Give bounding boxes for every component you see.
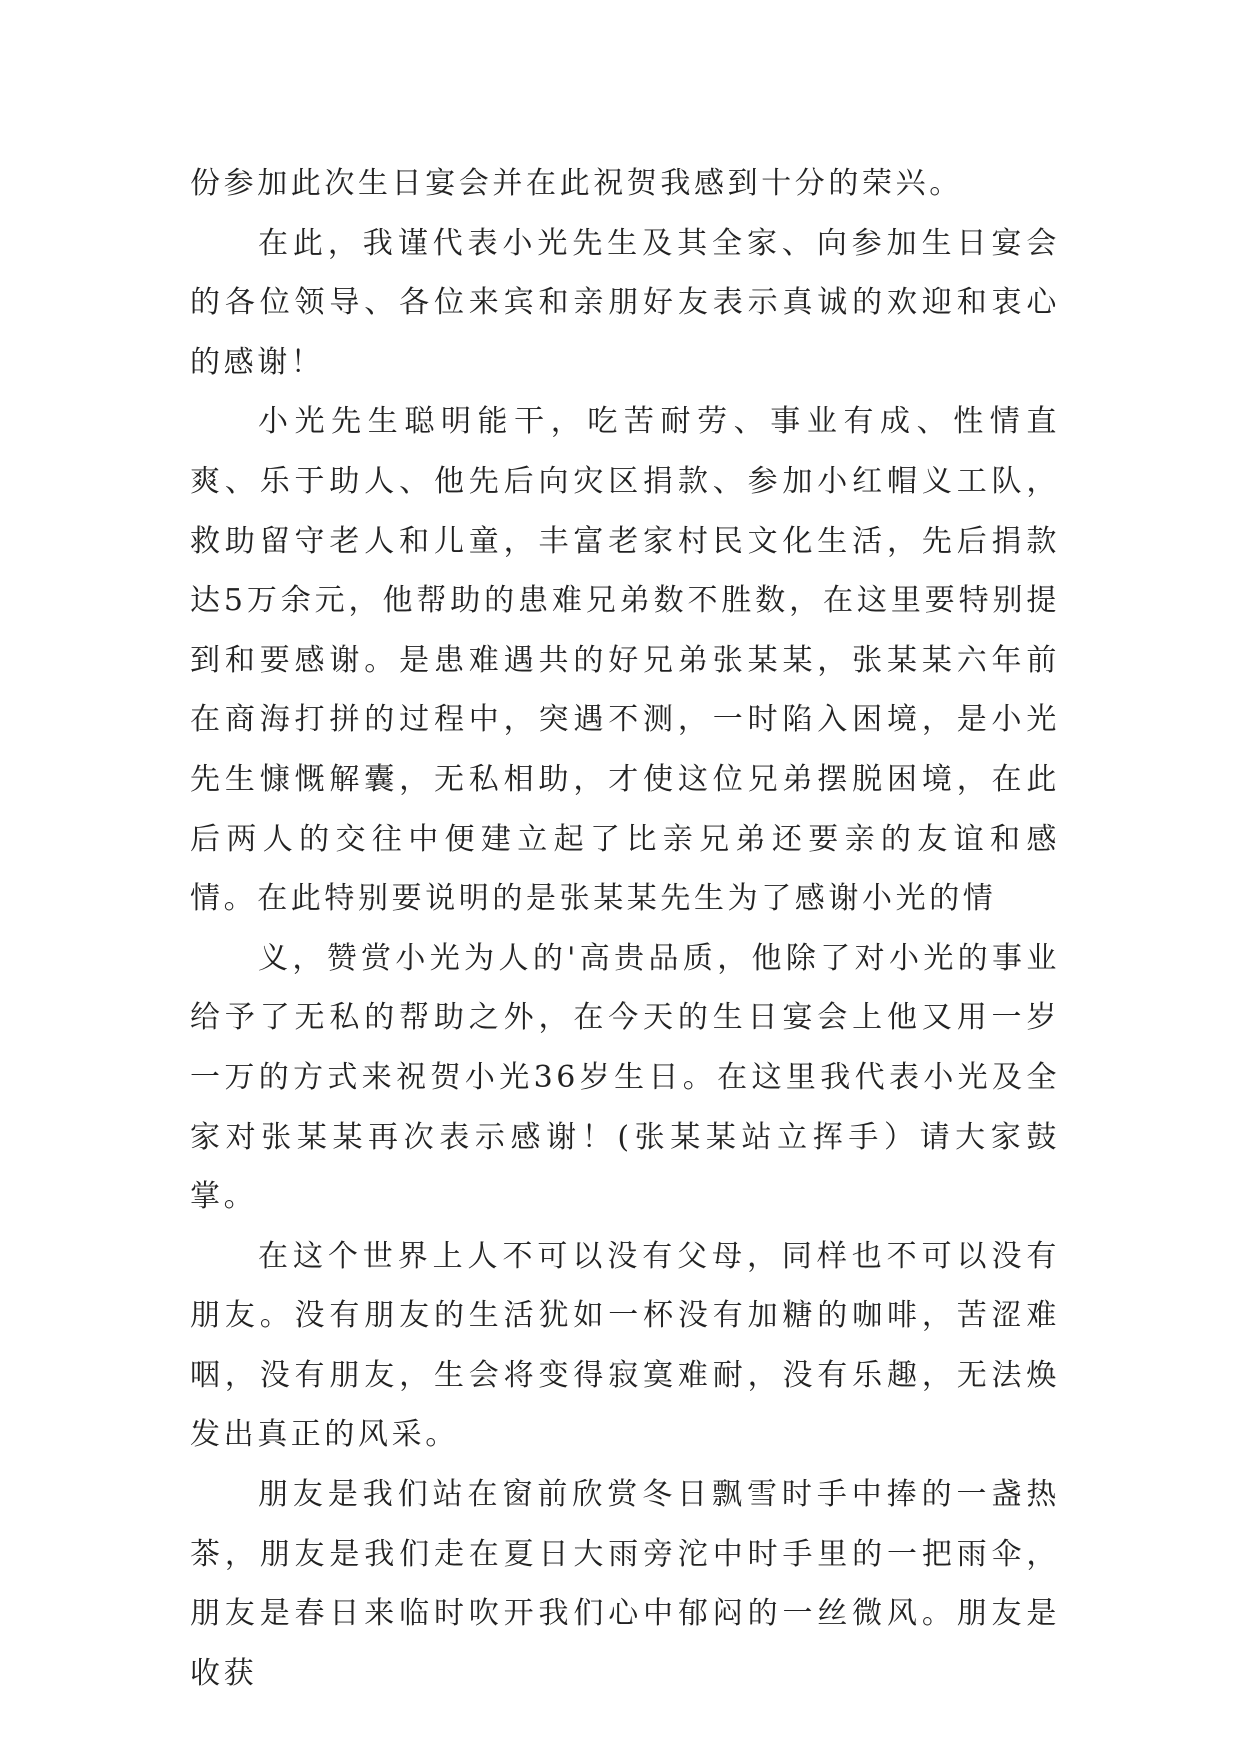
paragraph-2: 在此，我谨代表小光先生及其全家、向参加生日宴会的各位领导、各位来宾和亲朋好友表示真诚的欢迎和衷心的感谢！ (190, 225, 1060, 380)
paragraph-3: 小光先生聪明能干，吃苦耐劳、事业有成、性情直爽、乐于助人、他先后向灾区捐款、参加小红帽义工队，救助留守老人和儿童，丰富老家村民文化生活，先后捐款达5万余元，他帮助的患难兄弟数不胜数，在这里要特别提到和要感谢。是患难遇共的好兄弟张某某，张某某六年前在商海打拼的过程中，突遇不测，一时陷入困境，是小光先生慷慨解囊，无私相助，才使这位兄弟摆脱困境，在此后两人的交往中便建立起了比亲兄弟还要亲的友谊和感情。在此特别要说明的是张某某先生为了感谢小光的情 (190, 404, 1060, 917)
document-body (190, 154, 1060, 1703)
paragraph-4: 义，赞赏小光为人的'高贵品质，他除了对小光的事业给予了无私的帮助之外，在今天的生日宴会上他又用一岁一万的方式来祝贺小光36岁生日。在这里我代表小光及全家对张某某再次表示感谢！(张某某站立挥手）请大家鼓掌。 (190, 940, 1060, 1215)
paragraph-6: 朋友是我们站在窗前欣赏冬日飘雪时手中捧的一盏热茶，朋友是我们走在夏日大雨旁沱中时手里的一把雨伞，朋友是春日来临时吹开我们心中郁闷的一丝微风。朋友是收获 (190, 1477, 1060, 1691)
paragraph-5: 在这个世界上人不可以没有父母，同样也不可以没有朋友。没有朋友的生活犹如一杯没有加糖的咖啡，苦涩难咽，没有朋友，生会将变得寂寞难耐，没有乐趣，无法焕发出真正的风采。 (190, 1238, 1060, 1453)
paragraph-1: 份参加此次生日宴会并在此祝贺我感到十分的荣兴。 (190, 166, 963, 201)
